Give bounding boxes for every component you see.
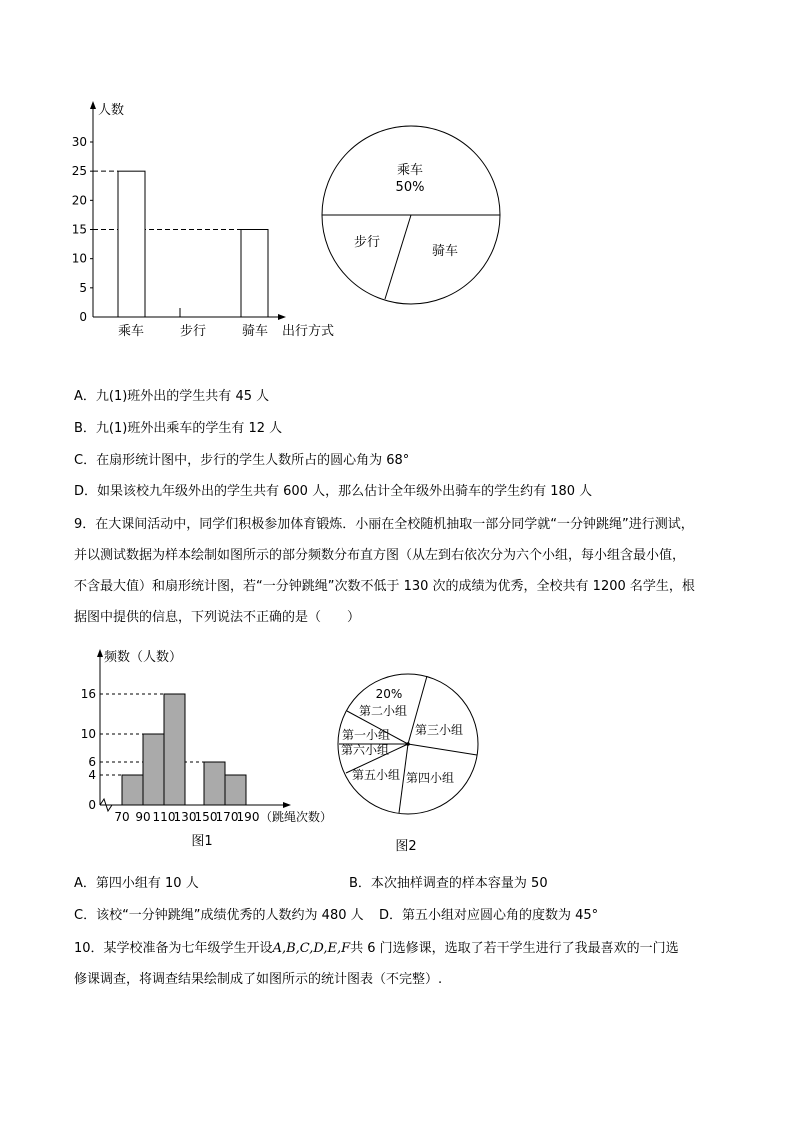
pie-label-ride-pct: 50% bbox=[395, 180, 425, 195]
hist-bar-90-110 bbox=[143, 734, 164, 805]
hist-bar-70-90 bbox=[122, 775, 143, 805]
pie2-group1: 第一小组 bbox=[341, 728, 391, 742]
option-b: B．九(1)班外出乘车的学生有 12 人 bbox=[74, 421, 283, 436]
pie-label-bike: 骑车 bbox=[431, 244, 459, 259]
question-9-line1: 在大课间活动中，同学们积极参加体育锻炼．小丽在全校随机抽取一部分同学就“一分钟跳绳”进行测试， bbox=[95, 517, 694, 532]
pie-label-ride: 乘车 bbox=[396, 163, 424, 178]
option-d: D．如果该校九年级外出的学生共有 600 人，那么估计全年级外出骑车的学生约有 180 人 bbox=[74, 484, 593, 499]
hist-bar-170-190 bbox=[225, 775, 246, 805]
hist-y-label: 频数（人数） bbox=[104, 650, 183, 665]
pie-label-walk: 步行 bbox=[353, 235, 381, 250]
hist-y-arrow bbox=[97, 649, 103, 657]
question-10-number: 10． bbox=[74, 941, 104, 956]
category-label-bike: 骑车 bbox=[241, 324, 269, 339]
question-10-line1-post: 共 6 门选修课，选取了若干学生进行了我最喜欢的一门选 bbox=[350, 941, 679, 956]
question-10-courses: A,B,C,D,E,F bbox=[272, 941, 351, 956]
category-label-walk: 步行 bbox=[179, 324, 207, 339]
category-label-ride: 乘车 bbox=[117, 324, 145, 339]
y-tick-label-30: 30 bbox=[71, 135, 87, 149]
y-tick-label-25: 25 bbox=[71, 164, 87, 179]
y-tick-label-20: 20 bbox=[71, 193, 87, 208]
pie2-center bbox=[406, 742, 410, 746]
question-9-line4: 据图中提供的信息，下列说法不正确的是（ ） bbox=[74, 610, 361, 625]
hist-ytick-4: 4 bbox=[88, 768, 96, 782]
hist-xtick-190: 190 bbox=[236, 810, 260, 824]
pie2-caption: 图2 bbox=[395, 839, 417, 854]
hist-bar-150-170 bbox=[204, 762, 225, 805]
x-axis-arrow bbox=[278, 314, 286, 320]
pie2-group2: 第二小组 bbox=[358, 704, 408, 718]
bar-ride bbox=[118, 171, 145, 317]
pie2-group3: 第三小组 bbox=[414, 723, 464, 737]
hist-xtick-170: 170 bbox=[215, 810, 239, 824]
question-9-line3: 不含最大值）和扇形统计图，若“一分钟跳绳”次数不低于 130 次的成绩为优秀，全校共有 1200 名学生，根 bbox=[74, 579, 695, 594]
travel-pie-chart bbox=[318, 122, 504, 308]
hist-x-label: （跳绳次数） bbox=[260, 810, 333, 824]
option-a: A．九(1)班外出的学生共有 45 人 bbox=[74, 389, 270, 404]
hist-ytick-6: 6 bbox=[88, 755, 96, 769]
jump-rope-histogram bbox=[80, 645, 350, 855]
pie2-group5: 第五小组 bbox=[351, 768, 401, 782]
bar-bike bbox=[241, 230, 268, 318]
y-tick-label-5: 5 bbox=[79, 280, 87, 295]
question-10 bbox=[74, 933, 734, 995]
q9-option-d: D．第五小组对应圆心角的度数为 45° bbox=[379, 908, 599, 923]
x-axis-label: 出行方式 bbox=[282, 324, 335, 339]
hist-xtick-70: 70 bbox=[114, 810, 130, 824]
option-c: C．在扇形统计图中，步行的学生人数所占的圆心角为 68° bbox=[74, 453, 410, 468]
y-tick-label-15: 15 bbox=[71, 222, 87, 237]
hist-bar-110-130 bbox=[164, 694, 185, 805]
hist-xtick-150: 150 bbox=[194, 810, 218, 824]
q9-option-c: C．该校“一分钟跳绳”成绩优秀的人数约为 480 人 bbox=[74, 908, 364, 923]
q9-option-a: A．第四小组有 10 人 bbox=[74, 876, 199, 891]
jump-rope-pie bbox=[332, 670, 492, 855]
y-ticks bbox=[72, 135, 93, 324]
hist-xtick-110: 110 bbox=[152, 810, 176, 824]
hist-ytick-10: 10 bbox=[80, 727, 96, 741]
y-tick-label-0: 0 bbox=[79, 310, 87, 324]
hist-x-arrow bbox=[283, 802, 291, 808]
question-10-line1-pre: 某学校准备为七年级学生开设 bbox=[103, 941, 273, 956]
pie2-group4: 第四小组 bbox=[405, 771, 455, 785]
y-axis-arrow bbox=[90, 101, 96, 109]
hist-ytick-16: 16 bbox=[80, 687, 96, 701]
question-10-line2: 修课调查，将调查结果绘制成了如图所示的统计图表（不完整）. bbox=[74, 972, 443, 987]
q9-option-b: B．本次抽样调查的样本容量为 50 bbox=[349, 876, 548, 891]
pie2-group6: 第六小组 bbox=[340, 743, 390, 757]
hist-xtick-90: 90 bbox=[135, 810, 151, 824]
hist-ytick-0: 0 bbox=[88, 798, 96, 812]
pie2-pct: 20% bbox=[375, 687, 403, 701]
question-9 bbox=[74, 509, 734, 633]
hist-caption: 图1 bbox=[191, 834, 213, 849]
question-9-line2: 并以测试数据为样本绘制如图所示的部分频数分布直方图（从左到右依次分为六个小组，每小组含最小值， bbox=[74, 548, 686, 563]
y-tick-label-10: 10 bbox=[71, 251, 87, 266]
travel-bar-chart bbox=[60, 95, 350, 345]
question-9-number: 9． bbox=[74, 517, 96, 532]
y-axis-label: 人数 bbox=[98, 103, 125, 118]
hist-xtick-130: 130 bbox=[173, 810, 197, 824]
